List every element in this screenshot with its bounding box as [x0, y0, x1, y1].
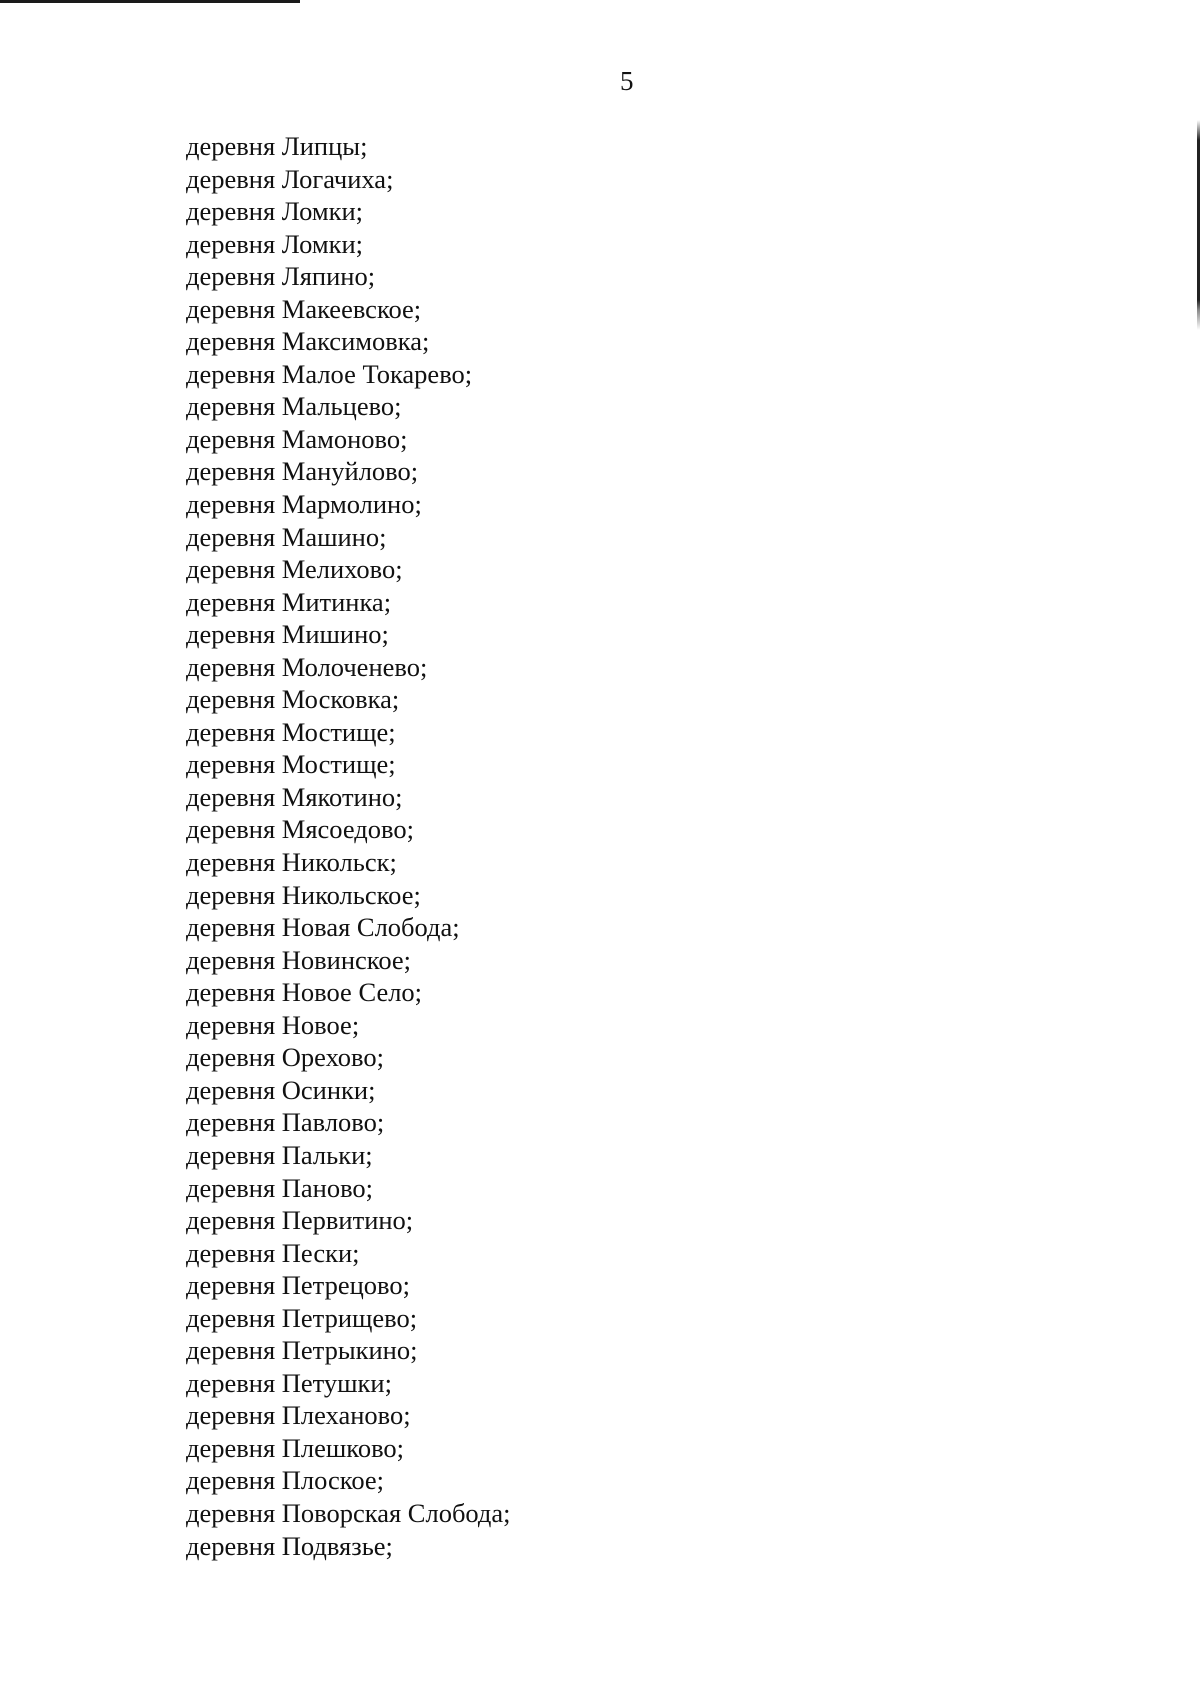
list-item: деревня Паново; [186, 1172, 374, 1203]
list-item: деревня Максимовка; [186, 326, 430, 357]
list-item: деревня Орехово; [186, 1042, 384, 1073]
list-item: деревня Пальки; [186, 1139, 373, 1170]
list-item: деревня Малое Токарево; [186, 358, 473, 389]
settlement-list [186, 130, 511, 1562]
list-item: деревня Мармолино; [186, 489, 422, 520]
list-item: деревня Пески; [186, 1237, 360, 1268]
faint-stamp-marks [490, 4, 750, 34]
list-item: деревня Ляпино; [186, 261, 376, 292]
list-item: деревня Павлово; [186, 1107, 385, 1138]
list-item: деревня Никольск; [186, 847, 397, 878]
list-item: деревня Мясоедово; [186, 814, 414, 845]
list-item: деревня Мелихово; [186, 554, 403, 585]
list-item: деревня Митинка; [186, 586, 392, 617]
list-item: деревня Плеханово; [186, 1400, 411, 1431]
list-item: деревня Ломки; [186, 228, 364, 259]
list-item: деревня Осинки; [186, 1074, 376, 1105]
list-item: деревня Макеевское; [186, 293, 422, 324]
list-item: деревня Мякотино; [186, 781, 403, 812]
list-item: деревня Подвязье; [186, 1530, 393, 1561]
list-item: деревня Московка; [186, 684, 400, 715]
list-item: деревня Мишино; [186, 619, 389, 650]
list-item: деревня Мостище; [186, 749, 396, 780]
list-item: деревня Новинское; [186, 944, 412, 975]
list-item: деревня Новое Село; [186, 977, 423, 1008]
list-item: деревня Молоченево; [186, 651, 428, 682]
list-item: деревня Машино; [186, 521, 387, 552]
list-item: деревня Мостище; [186, 716, 396, 747]
list-item: деревня Никольское; [186, 879, 421, 910]
page-number: 5 [620, 66, 634, 96]
list-item: деревня Новая Слобода; [186, 912, 460, 943]
list-item: деревня Ломки; [186, 196, 364, 227]
list-item: деревня Поворская Слобода; [186, 1497, 511, 1528]
list-item: деревня Логачиха; [186, 163, 394, 194]
list-item: деревня Мануйлово; [186, 456, 419, 487]
list-item: деревня Плешково; [186, 1432, 405, 1463]
list-item: деревня Петрыкино; [186, 1335, 418, 1366]
list-item: деревня Мамоново; [186, 423, 408, 454]
list-item: деревня Мальцево; [186, 391, 402, 422]
list-item: деревня Липцы; [186, 131, 368, 161]
list-item: деревня Петрищево; [186, 1302, 418, 1333]
list-item: деревня Петушки; [186, 1367, 392, 1398]
list-item: деревня Новое; [186, 1009, 360, 1040]
scan-edge-top [0, 0, 300, 3]
list-item: деревня Первитино; [186, 1205, 414, 1236]
list-item: деревня Петрецово; [186, 1270, 410, 1301]
list-item: деревня Плоское; [186, 1465, 385, 1496]
